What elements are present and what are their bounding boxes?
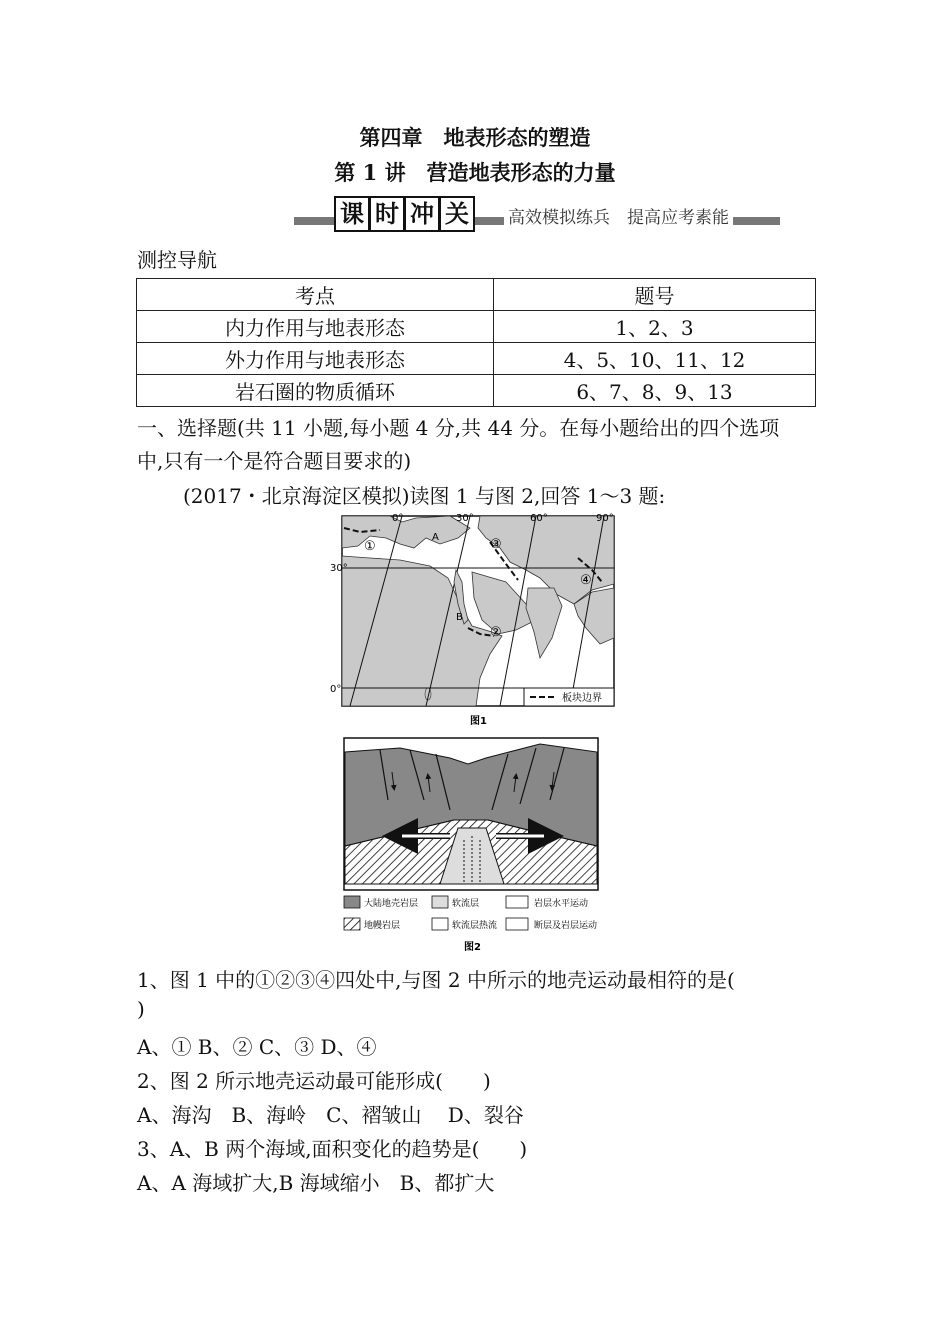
question-3-options: A、A 海域扩大,B 海域缩小 B、都扩大	[137, 1171, 495, 1195]
marker-4: ④	[580, 573, 592, 588]
chapter-title: 第四章 地表形态的塑造	[359, 125, 591, 150]
table-row	[137, 375, 816, 407]
marker-3: ③	[490, 537, 502, 552]
legend-fault-swatch	[506, 918, 528, 930]
question-1-stem: 1、图 1 中的①②③④四处中,与图 2 中所示的地壳运动最相符的是(	[137, 968, 735, 992]
column-header: 考点	[137, 279, 494, 311]
figure2-diagram	[340, 736, 610, 958]
section-intro: (2017・北京海淀区模拟)读图 1 与图 2,回答 1～3 题:	[183, 484, 666, 508]
banner-char: 课	[334, 196, 370, 232]
legend-label: 大陆地壳岩层	[364, 899, 419, 909]
banner-char: 时	[369, 196, 405, 232]
sea-label-b: B	[456, 612, 463, 623]
figure1-caption: 图1	[470, 716, 487, 727]
column-header: 题号	[494, 279, 816, 311]
table-cell: 4、5、10、11、12	[494, 343, 816, 375]
question-2-options: A、海沟 B、海岭 C、褶皱山 D、裂谷	[137, 1103, 524, 1127]
question-1-stem-end: )	[137, 997, 145, 1021]
table-cell: 1、2、3	[494, 311, 816, 343]
legend-heatflow-swatch	[432, 918, 448, 930]
figure2-caption: 图2	[464, 942, 481, 953]
figure1-map	[330, 508, 622, 730]
nav-table	[136, 278, 816, 407]
legend-label: 板块边界	[562, 693, 602, 704]
legend-crust-swatch	[344, 896, 360, 908]
table-cell: 外力作用与地表形态	[137, 343, 494, 375]
question-3-stem: 3、A、B 两个海域,面积变化的趋势是( )	[137, 1137, 528, 1161]
legend-label: 软流层热流	[452, 921, 498, 931]
legend-label: 岩层水平运动	[534, 899, 589, 909]
question-2-stem: 2、图 2 所示地壳运动最可能形成( )	[137, 1069, 491, 1093]
section-heading-line1: 一、选择题(共 11 小题,每小题 4 分,共 44 分。在每小题给出的四个选项	[137, 416, 780, 440]
table-cell: 内力作用与地表形态	[137, 311, 494, 343]
nav-heading: 测控导航	[137, 248, 217, 272]
lon-label: 0°	[392, 513, 404, 524]
section-heading-line2: 中,只有一个是符合题目要求的)	[137, 449, 412, 473]
legend-asthenosphere-swatch	[432, 896, 448, 908]
legend-mantle-swatch	[344, 918, 360, 930]
lon-label: 90°	[596, 513, 614, 524]
legend-arrow-swatch	[506, 896, 528, 908]
table-header-row	[137, 279, 816, 311]
table-cell: 岩石圈的物质循环	[137, 375, 494, 407]
table-row	[137, 343, 816, 375]
legend-label: 地幔岩层	[364, 921, 401, 931]
marker-2: ②	[490, 625, 502, 640]
marker-1: ①	[364, 539, 376, 554]
sea-label-a: A	[432, 532, 439, 543]
lon-label: 60°	[530, 513, 548, 524]
table-cell: 6、7、8、9、13	[494, 375, 816, 407]
banner-char: 关	[439, 196, 475, 232]
lon-label: 30°	[456, 513, 474, 524]
banner-subtitle: 高效模拟练兵 提高应考素能	[504, 203, 733, 228]
legend-label: 软流层	[452, 899, 480, 909]
lat-label: 30°	[330, 563, 348, 574]
banner-char: 冲	[404, 196, 440, 232]
lat-label: 0°	[330, 684, 342, 695]
table-row	[137, 311, 816, 343]
lesson-title: 第 1 讲 营造地表形态的力量	[334, 160, 616, 185]
legend-label: 断层及岩层运动	[534, 921, 598, 931]
question-1-options: A、① B、② C、③ D、④	[137, 1035, 377, 1059]
